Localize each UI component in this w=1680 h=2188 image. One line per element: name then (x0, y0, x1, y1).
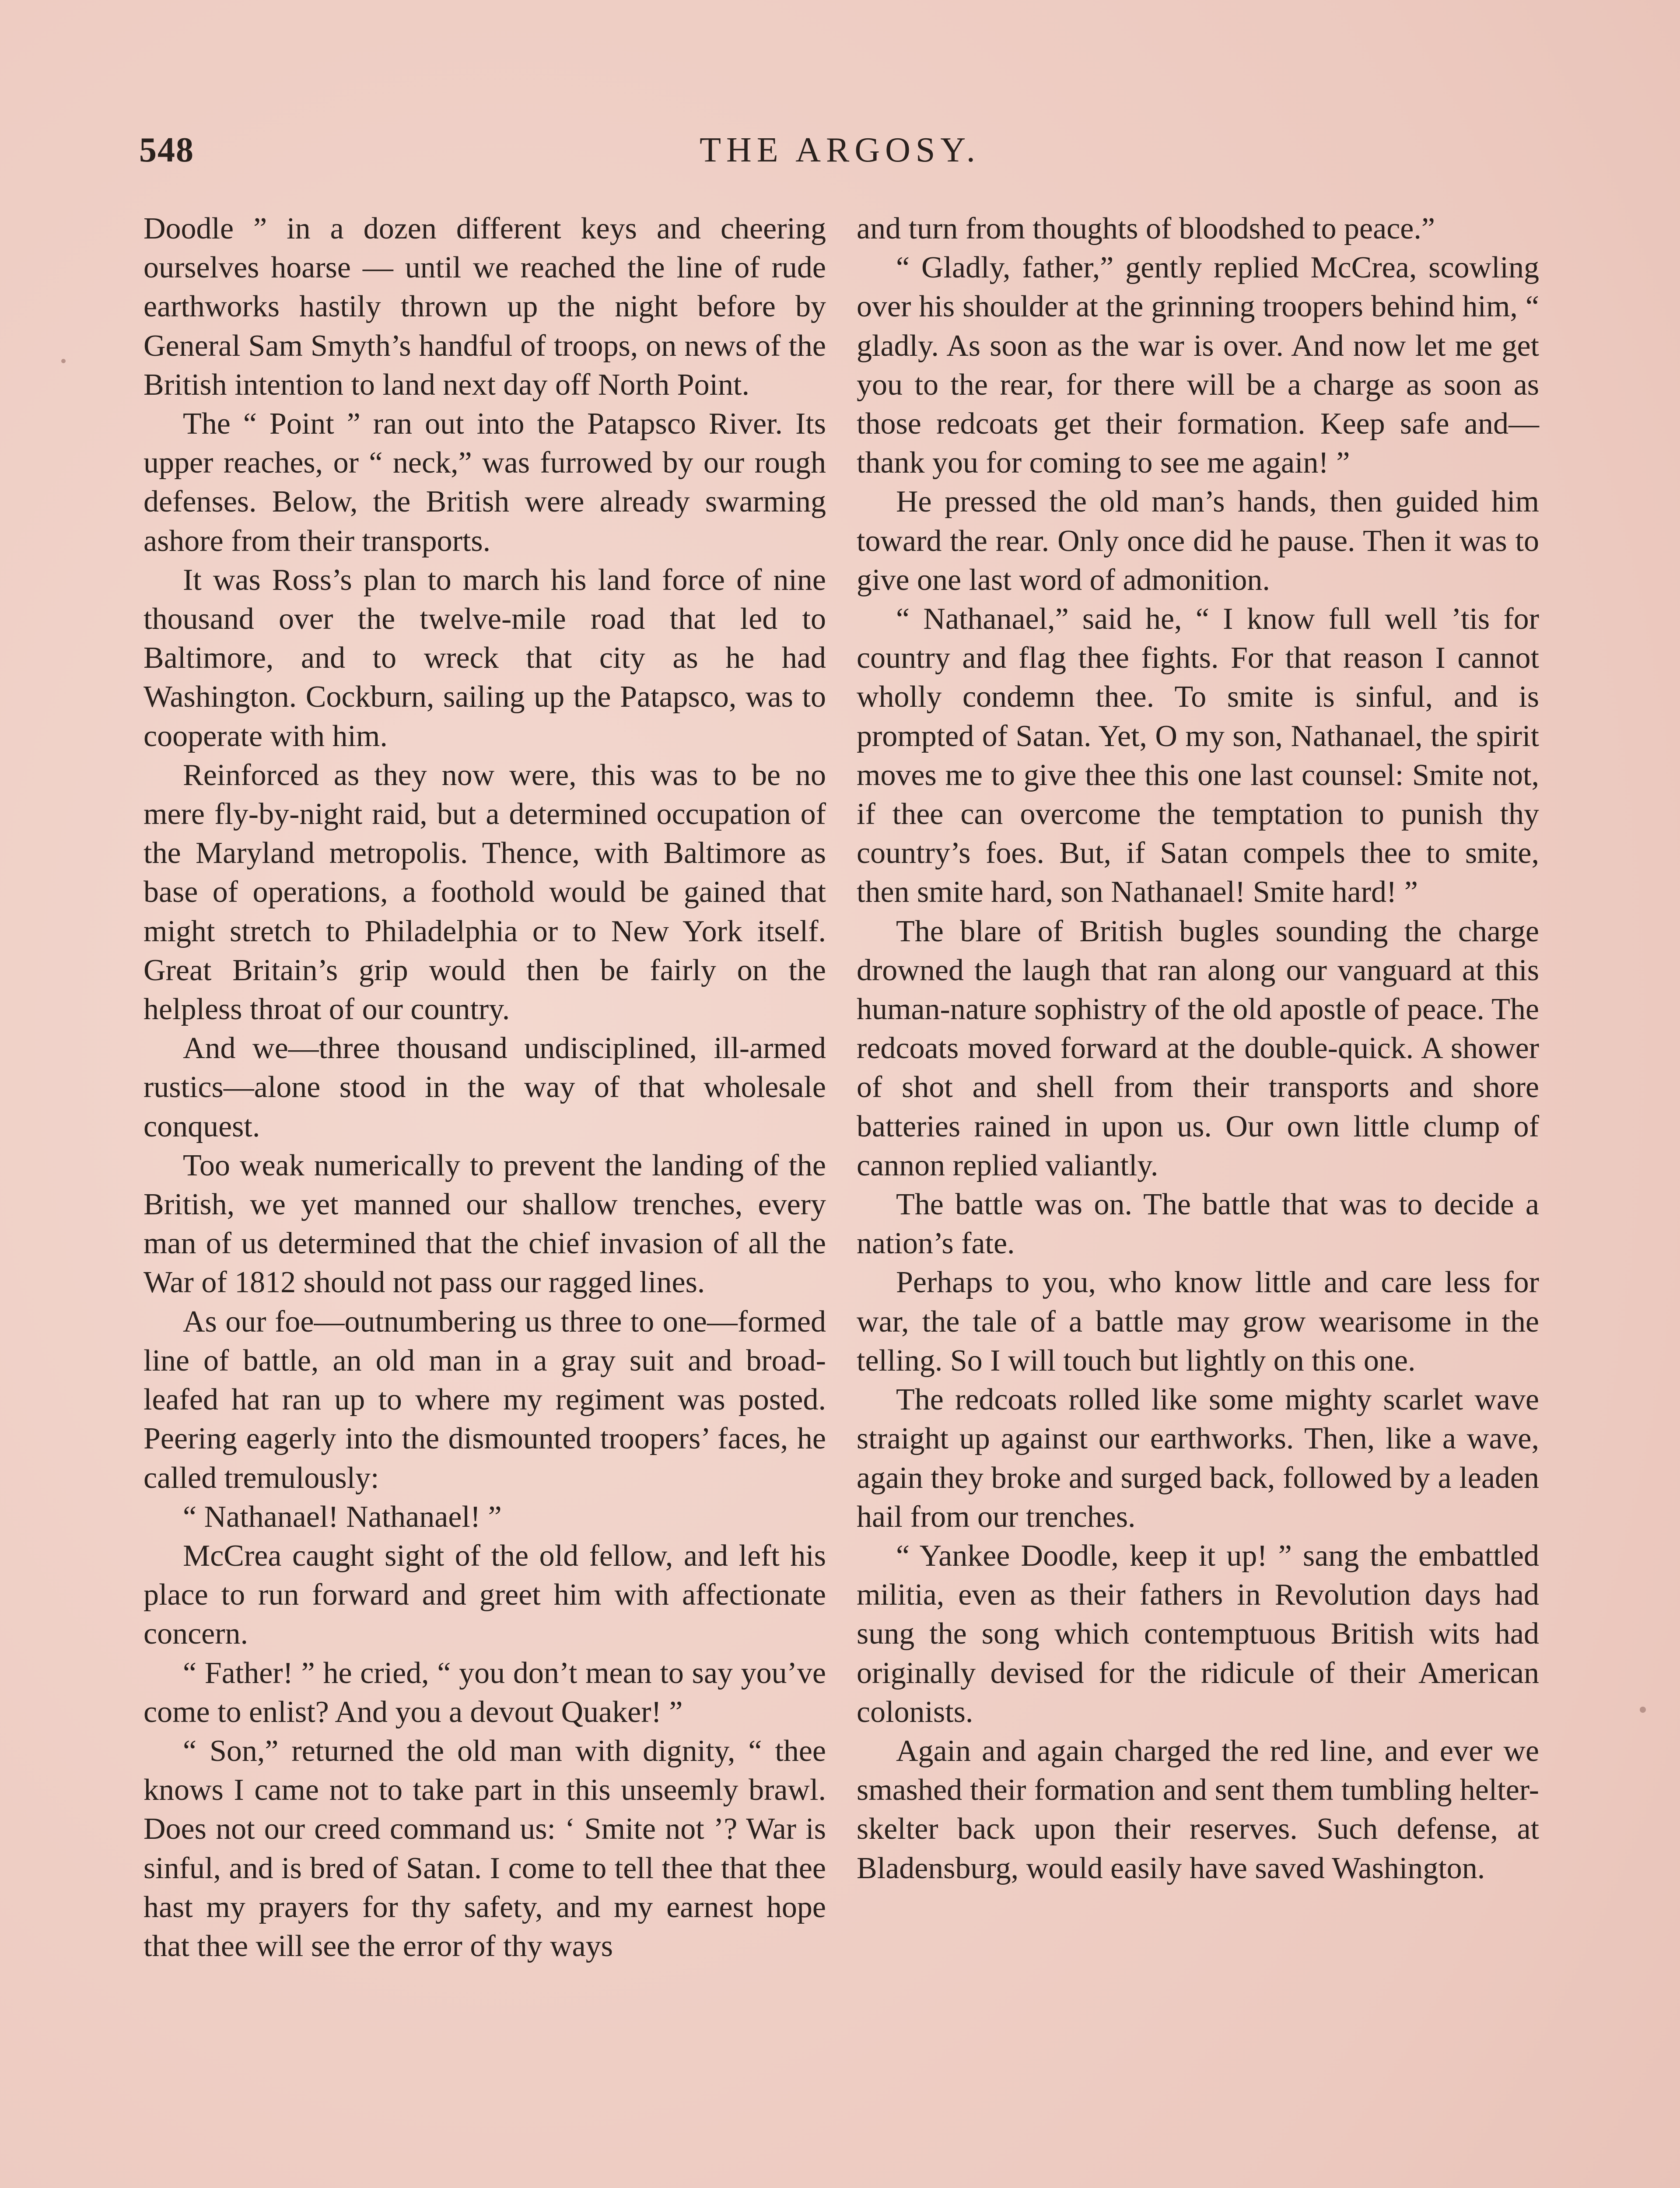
paragraph: “ Yankee Doodle, keep it up! ” sang the embattled militia, even as their fathers in Revolution days had sung the song which contemptuous British wits had originally devised for the ridicule of their American colonists. (857, 1539, 1539, 1729)
paragraph: Too weak numerically to prevent the landing of the British, we yet manned our shallow trenches, every man of us determined that the chief invasion of all the War of 1812 should not pass our ragged lines. (144, 1148, 826, 1300)
paragraph: Perhaps to you, who know little and care less for war, the tale of a battle may grow wearisome in the telling. So I will touch but lightly on this one. (857, 1266, 1539, 1378)
paragraph: And we—three thousand undisciplined, ill-armed rustics—alone stood in the way of that wholesale conquest. (144, 1031, 826, 1143)
paragraph: McCrea caught sight of the old fellow, and left his place to run forward and greet him with affectionate concern. (144, 1539, 826, 1651)
paragraph: “ Nathanael,” said he, “ I know full well ’tis for country and flag thee fights. For that reason I cannot wholly condemn thee. To smite is sinful, and is prompted of Satan. Yet, O my son, Nathanael, the spirit moves me to give thee this one last counsel: Smite not, if thee can overcome the temptation to punish thy country’s foes. But, if Satan compels thee to smite, then smite hard, son Nathanael! Smite hard! ” (857, 602, 1539, 909)
paragraph: The blare of British bugles sounding the charge drowned the laugh that ran along our vanguard at this human-nature sophistry of the old apostle of peace. The redcoats moved forward at the double-quick. A shower of shot and shell from their transports and shore batteries rained in upon us. Our own little clump of cannon replied valiantly. (857, 914, 1539, 1182)
page-number: 548 (139, 131, 194, 169)
running-head: THE ARGOSY. (700, 131, 980, 169)
paragraph: “ Son,” returned the old man with dignity, “ thee knows I came not to take part in this unseemly brawl. Does not our creed command us: ‘ Smite not ’? War is sinful, and is bred of Satan. I come to tell thee that thee hast my prayers for thy safety, and my earnest hope that thee will see the error of thy ways (144, 1734, 826, 1963)
paragraph: Reinforced as they now were, this was to be no mere fly-by-night raid, but a determined occupation of the Maryland metropolis. Thence, with Baltimore as base of operations, a foothold would be gained that might stretch to Philadelphia or to New York itself. Great Britain’s grip would then be fairly on the helpless throat of our country. (144, 758, 826, 1027)
right-column (857, 209, 1539, 1888)
paragraph: “ Father! ” he cried, “ you don’t mean to say you’ve come to enlist? And you a devout Quaker! ” (144, 1656, 826, 1729)
paper-blemish (61, 359, 66, 363)
paragraph: It was Ross’s plan to march his land force of nine thousand over the twelve-mile road that led to Baltimore, and to wreck that city as he had Washington. Cockburn, sailing up the Patapsco, was to cooperate with him. (144, 563, 826, 753)
paper-blemish (1640, 1707, 1646, 1713)
paragraph: “ Nathanael! Nathanael! ” (183, 1500, 502, 1534)
paragraph: As our foe—outnumbering us three to one—formed line of battle, an old man in a gray suit and broad-leafed hat ran up to where my regiment was posted. Peering eagerly into the dismounted troopers’ faces, he called tremulously: (144, 1304, 826, 1495)
paragraph: The “ Point ” ran out into the Patapsco River. Its upper reaches, or “ neck,” was furrowed by our rough defenses. Below, the British were already swarming ashore from their transports. (144, 407, 826, 558)
paragraph: The battle was on. The battle that was to decide a nation’s fate. (857, 1188, 1539, 1261)
paragraph: Again and again charged the red line, and ever we smashed their formation and sent them tumbling helter-skelter back upon their reserves. Such defense, at Bladensburg, would easily have saved Washington. (857, 1734, 1539, 1885)
paragraph: He pressed the old man’s hands, then guided him toward the rear. Only once did he pause. Then it was to give one last word of admonition. (857, 485, 1539, 597)
paragraph: and turn from thoughts of bloodshed to peace.” (857, 212, 1435, 245)
paragraph: The redcoats rolled like some mighty scarlet wave straight up against our earthworks. Then, like a wave, again they broke and surged back, followed by a leaden hail from our trenches. (857, 1383, 1539, 1534)
left-column (144, 209, 826, 1966)
paragraph: Doodle ” in a dozen different keys and cheering ourselves hoarse — until we reached the line of rude earthworks hastily thrown up the night before by General Sam Smyth’s handful of troops, on news of the British intention to land next day off North Point. (144, 212, 826, 402)
paragraph: “ Gladly, father,” gently replied McCrea, scowling over his shoulder at the grinning troopers behind him, “ gladly. As soon as the war is over. And now let me get you to the rear, for there will be a charge as soon as those redcoats get their formation. Keep safe and—thank you for coming to see me again! ” (857, 251, 1539, 480)
